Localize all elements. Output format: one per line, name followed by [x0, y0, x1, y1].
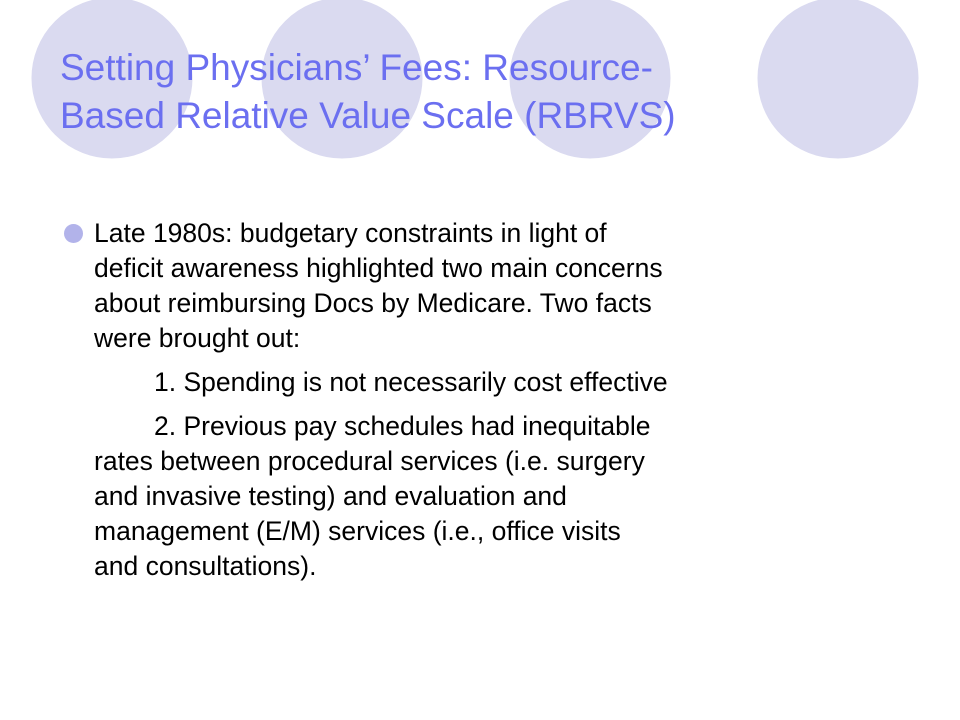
sub-point-2: 2. Previous pay schedules had inequitable rates between procedural services (i.e. surgery and invasive testing) and evaluation and management (E/M) services (i.e., office visits and consultations). — [94, 411, 651, 581]
bullet-icon — [64, 224, 83, 243]
slide-body — [64, 216, 914, 584]
bullet-text: Late 1980s: budgetary constraints in light of deficit awareness highlighted two main concerns about reimbursing Docs by Medicare. Two facts were brought out: — [94, 218, 663, 353]
slide-title: Setting Physicians’ Fees: Resource- Based Relative Value Scale (RBRVS) — [60, 47, 676, 136]
sub-point-1: 1. Spending is not necessarily cost effective — [154, 367, 668, 397]
